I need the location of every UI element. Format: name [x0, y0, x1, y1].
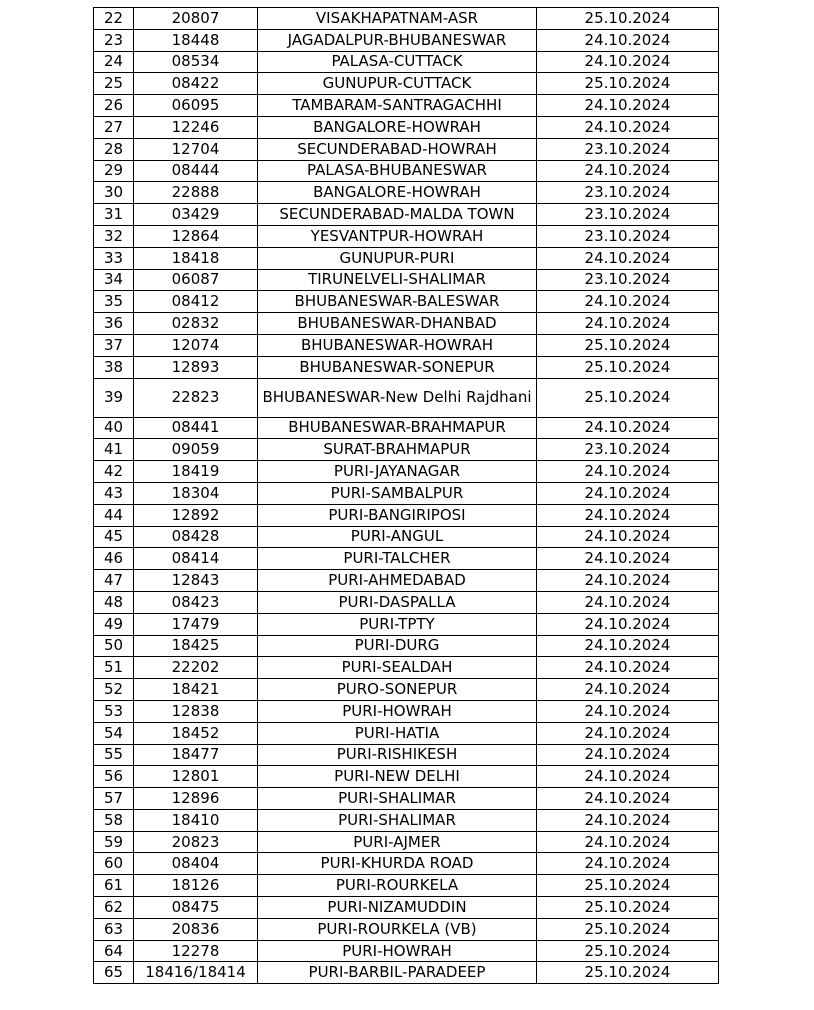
- train-number-cell: 08444: [134, 160, 258, 182]
- route-cell: PURI-HOWRAH: [258, 700, 537, 722]
- train-number-cell: 08423: [134, 591, 258, 613]
- train-rows: [94, 8, 719, 984]
- route-cell: PURI-JAYANAGAR: [258, 461, 537, 483]
- serial-number-cell: 29: [94, 160, 134, 182]
- train-number-cell: 18126: [134, 875, 258, 897]
- date-cell: 24.10.2024: [537, 29, 719, 51]
- train-number-cell: 12801: [134, 766, 258, 788]
- date-cell: 25.10.2024: [537, 875, 719, 897]
- train-number-cell: 18304: [134, 482, 258, 504]
- table-row: [94, 247, 719, 269]
- train-number-cell: 18448: [134, 29, 258, 51]
- table-row: [94, 570, 719, 592]
- table-row: [94, 766, 719, 788]
- serial-number-cell: 40: [94, 417, 134, 439]
- route-cell: PURI-ROURKELA: [258, 875, 537, 897]
- table-row: [94, 722, 719, 744]
- date-cell: 24.10.2024: [537, 116, 719, 138]
- train-number-cell: 12892: [134, 504, 258, 526]
- route-cell: GUNUPUR-CUTTACK: [258, 73, 537, 95]
- table-row: [94, 439, 719, 461]
- serial-number-cell: 62: [94, 897, 134, 919]
- table-row: [94, 482, 719, 504]
- route-cell: BANGALORE-HOWRAH: [258, 182, 537, 204]
- train-number-cell: 08428: [134, 526, 258, 548]
- table-row: [94, 700, 719, 722]
- serial-number-cell: 63: [94, 918, 134, 940]
- route-cell: SURAT-BRAHMAPUR: [258, 439, 537, 461]
- serial-number-cell: 22: [94, 8, 134, 30]
- train-number-cell: 18421: [134, 679, 258, 701]
- date-cell: 24.10.2024: [537, 548, 719, 570]
- date-cell: 24.10.2024: [537, 613, 719, 635]
- table-row: [94, 809, 719, 831]
- serial-number-cell: 55: [94, 744, 134, 766]
- table-row: [94, 269, 719, 291]
- train-number-cell: 06087: [134, 269, 258, 291]
- train-number-cell: 08441: [134, 417, 258, 439]
- train-number-cell: 08422: [134, 73, 258, 95]
- table-row: [94, 356, 719, 378]
- train-number-cell: 12893: [134, 356, 258, 378]
- serial-number-cell: 56: [94, 766, 134, 788]
- table-row: [94, 526, 719, 548]
- date-cell: 24.10.2024: [537, 247, 719, 269]
- serial-number-cell: 58: [94, 809, 134, 831]
- train-number-cell: 22823: [134, 378, 258, 417]
- table-row: [94, 29, 719, 51]
- route-cell: PURI-BARBIL-PARADEEP: [258, 962, 537, 984]
- serial-number-cell: 64: [94, 940, 134, 962]
- train-number-cell: 12864: [134, 225, 258, 247]
- date-cell: 24.10.2024: [537, 679, 719, 701]
- table-row: [94, 334, 719, 356]
- train-number-cell: 09059: [134, 439, 258, 461]
- date-cell: 25.10.2024: [537, 962, 719, 984]
- train-number-cell: 22202: [134, 657, 258, 679]
- serial-number-cell: 37: [94, 334, 134, 356]
- date-cell: 24.10.2024: [537, 657, 719, 679]
- serial-number-cell: 44: [94, 504, 134, 526]
- route-cell: BANGALORE-HOWRAH: [258, 116, 537, 138]
- route-cell: PURI-DASPALLA: [258, 591, 537, 613]
- route-cell: GUNUPUR-PURI: [258, 247, 537, 269]
- route-cell: PURI-SAMBALPUR: [258, 482, 537, 504]
- date-cell: 25.10.2024: [537, 356, 719, 378]
- train-number-cell: 12838: [134, 700, 258, 722]
- serial-number-cell: 39: [94, 378, 134, 417]
- serial-number-cell: 33: [94, 247, 134, 269]
- serial-number-cell: 51: [94, 657, 134, 679]
- date-cell: 23.10.2024: [537, 269, 719, 291]
- serial-number-cell: 43: [94, 482, 134, 504]
- serial-number-cell: 35: [94, 291, 134, 313]
- date-cell: 24.10.2024: [537, 831, 719, 853]
- train-number-cell: 02832: [134, 313, 258, 335]
- table-row: [94, 635, 719, 657]
- serial-number-cell: 54: [94, 722, 134, 744]
- serial-number-cell: 59: [94, 831, 134, 853]
- route-cell: TAMBARAM-SANTRAGACHHI: [258, 95, 537, 117]
- serial-number-cell: 45: [94, 526, 134, 548]
- serial-number-cell: 57: [94, 788, 134, 810]
- table-row: [94, 875, 719, 897]
- date-cell: 23.10.2024: [537, 204, 719, 226]
- date-cell: 24.10.2024: [537, 313, 719, 335]
- table-row: [94, 378, 719, 417]
- train-number-cell: 08534: [134, 51, 258, 73]
- route-cell: PURI-TPTY: [258, 613, 537, 635]
- route-cell: SECUNDERABAD-HOWRAH: [258, 138, 537, 160]
- table-row: [94, 417, 719, 439]
- table-row: [94, 95, 719, 117]
- date-cell: 25.10.2024: [537, 73, 719, 95]
- route-cell: PALASA-CUTTACK: [258, 51, 537, 73]
- date-cell: 24.10.2024: [537, 744, 719, 766]
- date-cell: 24.10.2024: [537, 809, 719, 831]
- date-cell: 25.10.2024: [537, 897, 719, 919]
- serial-number-cell: 25: [94, 73, 134, 95]
- route-cell: PURI-HOWRAH: [258, 940, 537, 962]
- route-cell: PURI-RISHIKESH: [258, 744, 537, 766]
- table-row: [94, 461, 719, 483]
- date-cell: 24.10.2024: [537, 722, 719, 744]
- serial-number-cell: 24: [94, 51, 134, 73]
- table-row: [94, 657, 719, 679]
- date-cell: 24.10.2024: [537, 766, 719, 788]
- train-number-cell: 08414: [134, 548, 258, 570]
- route-cell: BHUBANESWAR-SONEPUR: [258, 356, 537, 378]
- route-cell: PURI-KHURDA ROAD: [258, 853, 537, 875]
- route-cell: BHUBANESWAR-BALESWAR: [258, 291, 537, 313]
- serial-number-cell: 47: [94, 570, 134, 592]
- route-cell: PURI-SHALIMAR: [258, 788, 537, 810]
- train-number-cell: 20807: [134, 8, 258, 30]
- serial-number-cell: 60: [94, 853, 134, 875]
- serial-number-cell: 61: [94, 875, 134, 897]
- train-number-cell: 20823: [134, 831, 258, 853]
- serial-number-cell: 31: [94, 204, 134, 226]
- table-row: [94, 591, 719, 613]
- serial-number-cell: 52: [94, 679, 134, 701]
- serial-number-cell: 53: [94, 700, 134, 722]
- date-cell: 25.10.2024: [537, 940, 719, 962]
- route-cell: JAGADALPUR-BHUBANESWAR: [258, 29, 537, 51]
- date-cell: 24.10.2024: [537, 635, 719, 657]
- date-cell: 24.10.2024: [537, 51, 719, 73]
- train-number-cell: 12896: [134, 788, 258, 810]
- route-cell: PURI-HATIA: [258, 722, 537, 744]
- date-cell: 24.10.2024: [537, 591, 719, 613]
- serial-number-cell: 30: [94, 182, 134, 204]
- table-row: [94, 51, 719, 73]
- date-cell: 25.10.2024: [537, 378, 719, 417]
- train-number-cell: 12246: [134, 116, 258, 138]
- table-row: [94, 918, 719, 940]
- date-cell: 24.10.2024: [537, 570, 719, 592]
- table-row: [94, 853, 719, 875]
- serial-number-cell: 46: [94, 548, 134, 570]
- table-row: [94, 225, 719, 247]
- train-number-cell: 20836: [134, 918, 258, 940]
- train-number-cell: 08475: [134, 897, 258, 919]
- serial-number-cell: 50: [94, 635, 134, 657]
- route-cell: PURI-SHALIMAR: [258, 809, 537, 831]
- route-cell: PURI-TALCHER: [258, 548, 537, 570]
- serial-number-cell: 32: [94, 225, 134, 247]
- train-number-cell: 12843: [134, 570, 258, 592]
- route-cell: SECUNDERABAD-MALDA TOWN: [258, 204, 537, 226]
- date-cell: 24.10.2024: [537, 526, 719, 548]
- date-cell: 23.10.2024: [537, 182, 719, 204]
- train-number-cell: 12704: [134, 138, 258, 160]
- route-cell: YESVANTPUR-HOWRAH: [258, 225, 537, 247]
- route-cell: PURI-AHMEDABAD: [258, 570, 537, 592]
- table-row: [94, 73, 719, 95]
- serial-number-cell: 42: [94, 461, 134, 483]
- date-cell: 24.10.2024: [537, 700, 719, 722]
- route-cell: PURI-BANGIRIPOSI: [258, 504, 537, 526]
- route-cell: PURI-ROURKELA (VB): [258, 918, 537, 940]
- table-row: [94, 116, 719, 138]
- train-number-cell: 17479: [134, 613, 258, 635]
- train-number-cell: 18419: [134, 461, 258, 483]
- train-number-cell: 03429: [134, 204, 258, 226]
- date-cell: 24.10.2024: [537, 160, 719, 182]
- table-row: [94, 962, 719, 984]
- table-row: [94, 8, 719, 30]
- date-cell: 24.10.2024: [537, 291, 719, 313]
- train-number-cell: 12278: [134, 940, 258, 962]
- date-cell: 25.10.2024: [537, 334, 719, 356]
- table-row: [94, 204, 719, 226]
- route-cell: PURO-SONEPUR: [258, 679, 537, 701]
- date-cell: 23.10.2024: [537, 138, 719, 160]
- serial-number-cell: 65: [94, 962, 134, 984]
- train-number-cell: 18452: [134, 722, 258, 744]
- serial-number-cell: 41: [94, 439, 134, 461]
- route-cell: PURI-NIZAMUDDIN: [258, 897, 537, 919]
- route-cell: VISAKHAPATNAM-ASR: [258, 8, 537, 30]
- route-cell: PALASA-BHUBANESWAR: [258, 160, 537, 182]
- train-number-cell: 18418: [134, 247, 258, 269]
- route-cell: BHUBANESWAR-New Delhi Rajdhani: [258, 378, 537, 417]
- table-row: [94, 313, 719, 335]
- train-number-cell: 08404: [134, 853, 258, 875]
- serial-number-cell: 23: [94, 29, 134, 51]
- serial-number-cell: 36: [94, 313, 134, 335]
- serial-number-cell: 26: [94, 95, 134, 117]
- date-cell: 24.10.2024: [537, 788, 719, 810]
- date-cell: 25.10.2024: [537, 8, 719, 30]
- table-row: [94, 831, 719, 853]
- date-cell: 24.10.2024: [537, 417, 719, 439]
- train-number-cell: 18416/18414: [134, 962, 258, 984]
- table-row: [94, 182, 719, 204]
- route-cell: BHUBANESWAR-DHANBAD: [258, 313, 537, 335]
- table-row: [94, 940, 719, 962]
- train-number-cell: 18425: [134, 635, 258, 657]
- route-cell: PURI-ANGUL: [258, 526, 537, 548]
- serial-number-cell: 34: [94, 269, 134, 291]
- date-cell: 23.10.2024: [537, 439, 719, 461]
- date-cell: 24.10.2024: [537, 853, 719, 875]
- table-row: [94, 788, 719, 810]
- route-cell: PURI-DURG: [258, 635, 537, 657]
- train-number-cell: 12074: [134, 334, 258, 356]
- table-row: [94, 744, 719, 766]
- date-cell: 24.10.2024: [537, 504, 719, 526]
- table-row: [94, 138, 719, 160]
- date-cell: 25.10.2024: [537, 918, 719, 940]
- serial-number-cell: 38: [94, 356, 134, 378]
- train-number-cell: 18410: [134, 809, 258, 831]
- train-number-cell: 06095: [134, 95, 258, 117]
- table-row: [94, 897, 719, 919]
- route-cell: PURI-SEALDAH: [258, 657, 537, 679]
- route-cell: TIRUNELVELI-SHALIMAR: [258, 269, 537, 291]
- table-row: [94, 160, 719, 182]
- route-cell: BHUBANESWAR-BRAHMAPUR: [258, 417, 537, 439]
- date-cell: 24.10.2024: [537, 482, 719, 504]
- date-cell: 23.10.2024: [537, 225, 719, 247]
- serial-number-cell: 28: [94, 138, 134, 160]
- train-number-cell: 18477: [134, 744, 258, 766]
- serial-number-cell: 49: [94, 613, 134, 635]
- date-cell: 24.10.2024: [537, 95, 719, 117]
- table-row: [94, 613, 719, 635]
- serial-number-cell: 48: [94, 591, 134, 613]
- table-row: [94, 291, 719, 313]
- table-row: [94, 504, 719, 526]
- route-cell: PURI-AJMER: [258, 831, 537, 853]
- route-cell: BHUBANESWAR-HOWRAH: [258, 334, 537, 356]
- date-cell: 24.10.2024: [537, 461, 719, 483]
- serial-number-cell: 27: [94, 116, 134, 138]
- train-number-cell: 08412: [134, 291, 258, 313]
- table-row: [94, 548, 719, 570]
- table-row: [94, 679, 719, 701]
- route-cell: PURI-NEW DELHI: [258, 766, 537, 788]
- train-schedule-table: [93, 7, 719, 984]
- train-number-cell: 22888: [134, 182, 258, 204]
